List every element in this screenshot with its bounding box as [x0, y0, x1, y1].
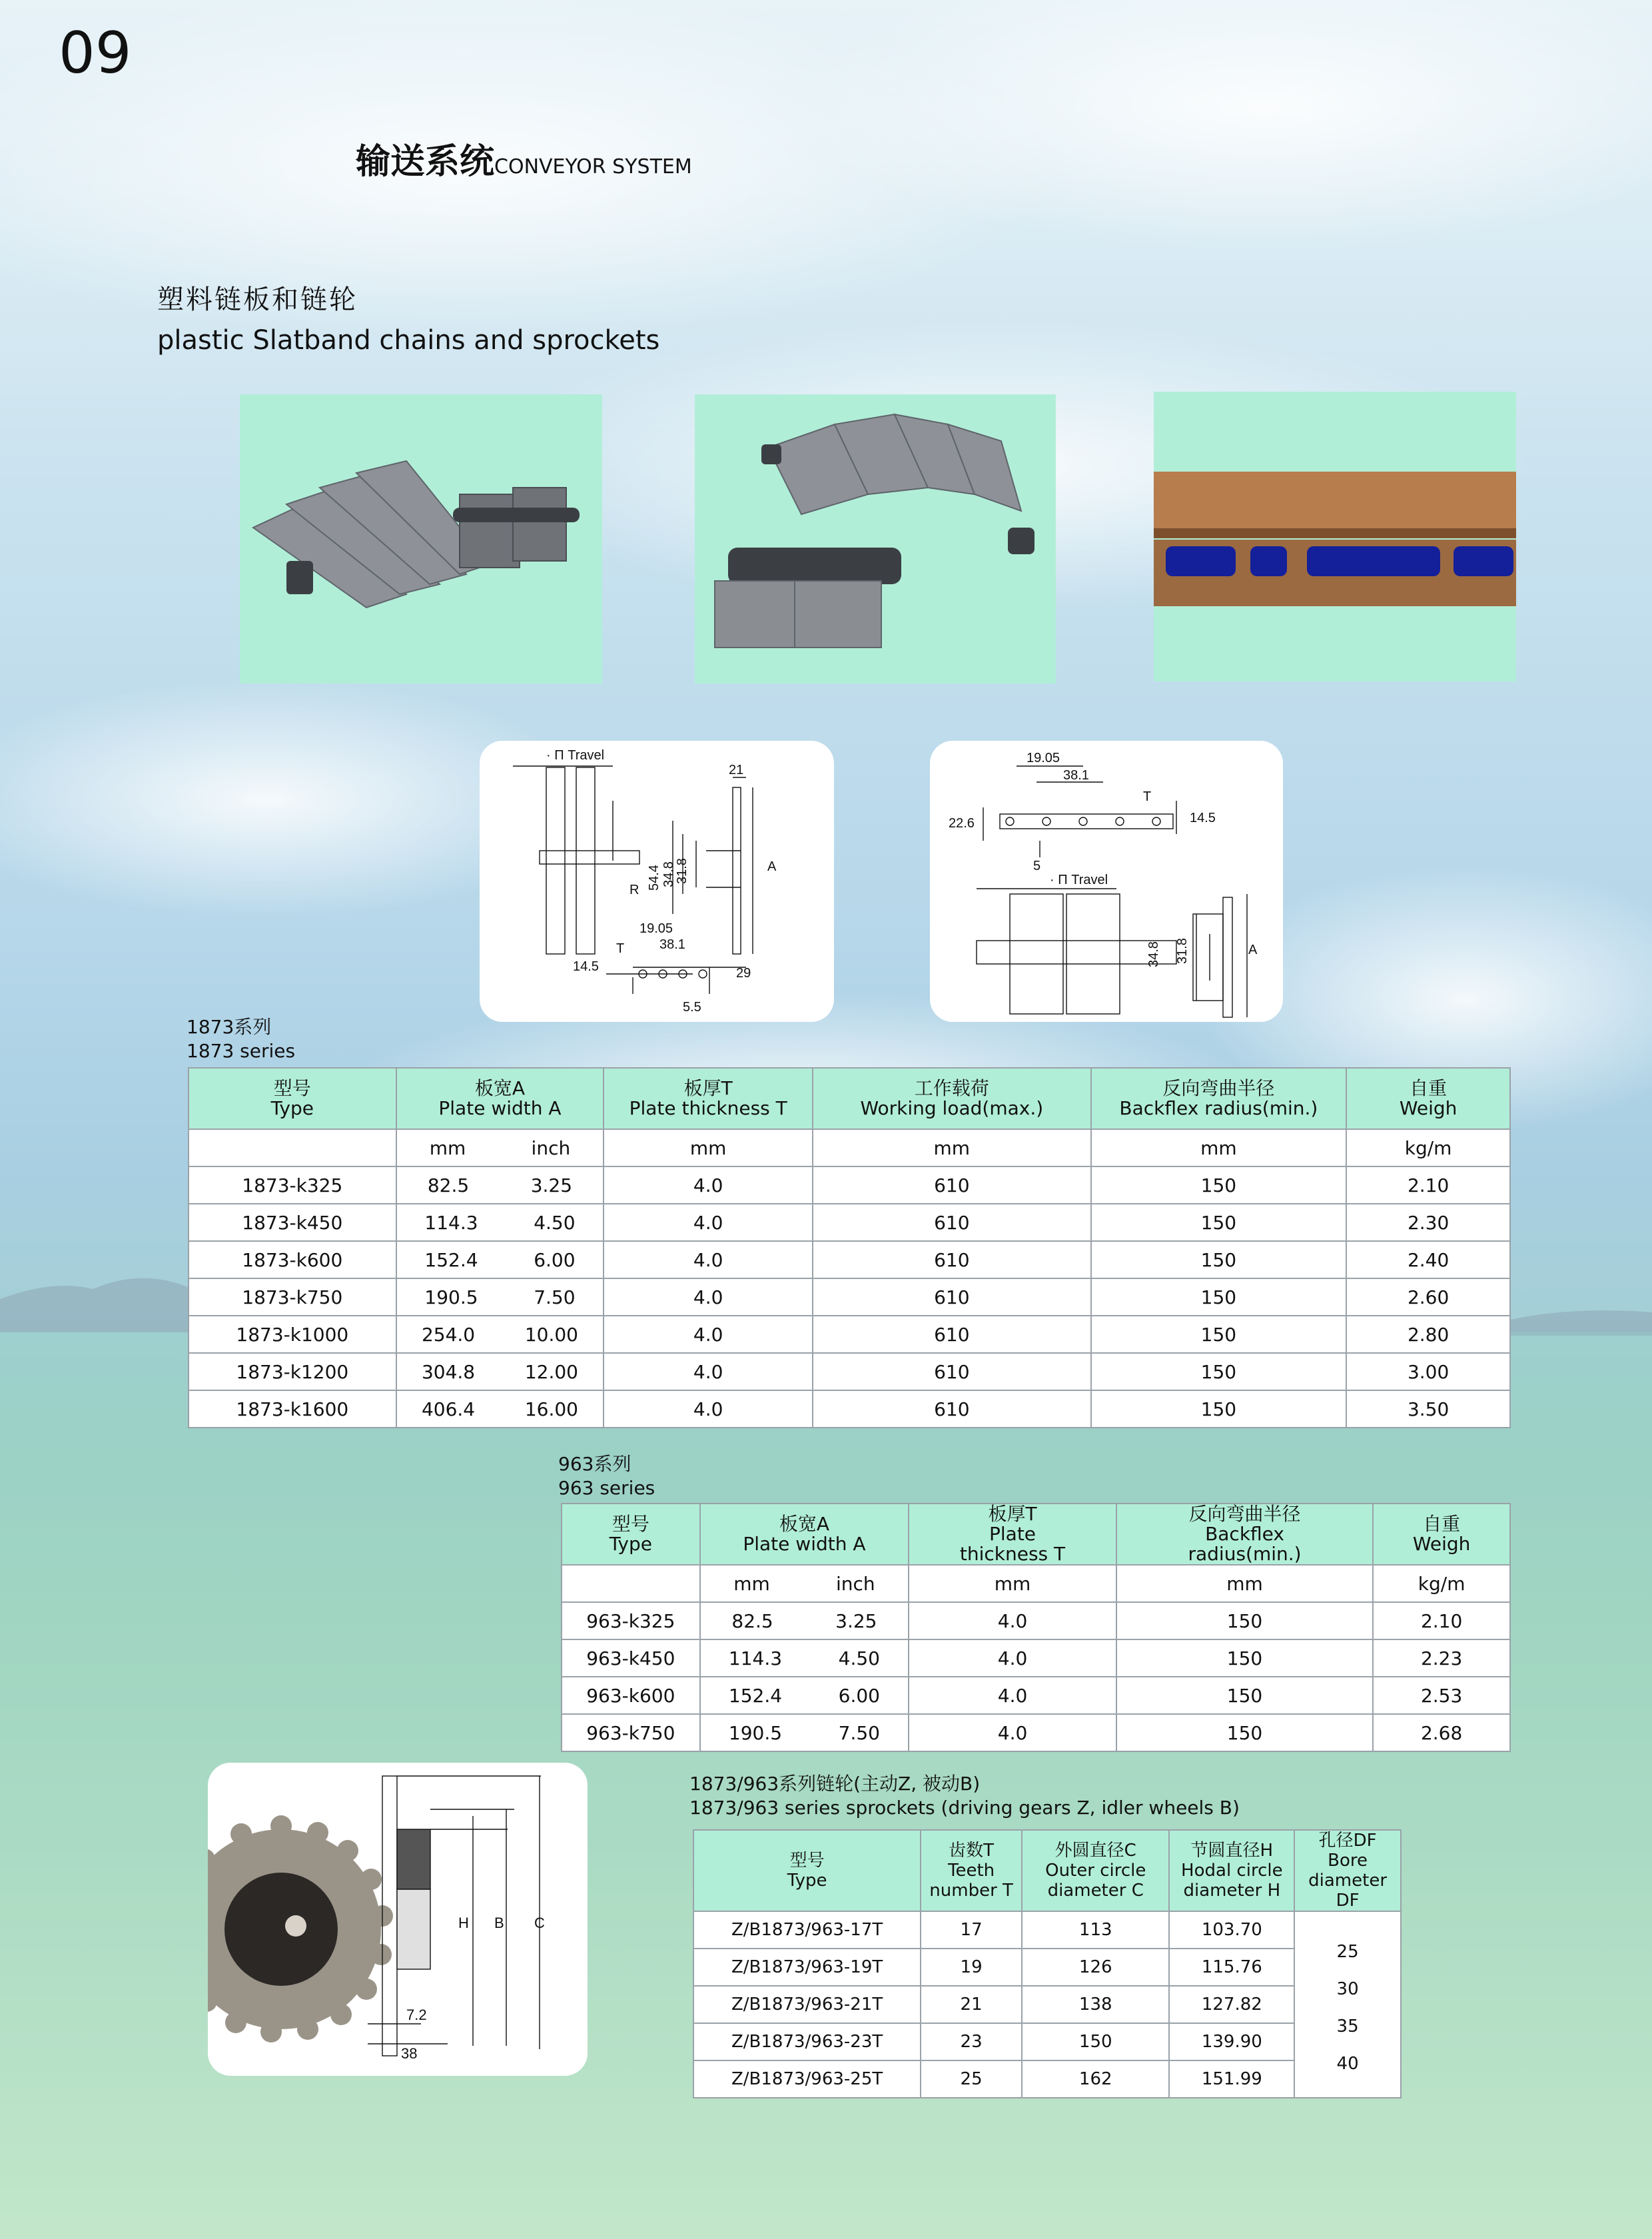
stainless-slat-chain-sideflex-image	[695, 394, 1056, 683]
diagram2-dim-348: 34.8	[1146, 941, 1161, 967]
header-hodal-diameter: 节圆直径H Hodal circle diameter H	[1169, 1830, 1294, 1911]
header-working-load: 工作载荷 Working load(max.)	[813, 1068, 1091, 1129]
diagram-2-drawing	[930, 741, 1283, 1022]
table-row: 1873-k325 82.5 3.25 4.0 610 150 2.10	[189, 1166, 1510, 1204]
bore-values-cell: 25 30 35 40	[1294, 1911, 1401, 2098]
series-963-label-en: 963 series	[558, 1477, 655, 1499]
diagram1-dim-54: 54.4	[647, 865, 661, 891]
sprocket-table	[693, 1829, 1402, 2098]
chain-photo-3	[1154, 392, 1516, 681]
series-1873-table	[188, 1067, 1511, 1428]
header-plate-width: 板宽A Plate width A	[700, 1504, 909, 1565]
sprocket-dim-c: C	[534, 1915, 545, 1931]
sprocket-dim-38: 38	[401, 2045, 418, 2062]
diagram1-dim-55: 5.5	[683, 1000, 701, 1015]
header-plate-thickness: 板厚T Plate thickness T	[604, 1068, 813, 1129]
section-title-en: plastic Slatband chains and sprockets	[157, 325, 660, 356]
diagram1-dim-t: T	[616, 941, 625, 956]
header-type: 型号 Type	[562, 1504, 700, 1565]
header-type: 型号 Type	[693, 1830, 921, 1911]
table-row: Z/B1873/963-23T 23 150 139.90	[693, 2023, 1401, 2060]
diagram2-dim-1905: 19.05	[1027, 751, 1060, 765]
diagram1-travel-label: · Π Travel	[546, 748, 605, 763]
diagram2-dim-381: 38.1	[1063, 768, 1089, 783]
section-title-cn: 塑料链板和链轮	[157, 284, 358, 315]
table-row: 1873-k600 152.4 6.00 4.0 610 150 2.40	[189, 1241, 1510, 1278]
diagram1-dim-r: R	[629, 883, 639, 897]
sprocket-dim-b: B	[494, 1915, 504, 1931]
diagram1-dim-29: 29	[736, 966, 751, 981]
series-963-label	[558, 1452, 655, 1500]
chain-dimension-diagram-1	[480, 741, 834, 1022]
sprocket-diagram	[208, 1763, 588, 2076]
page-number: 09	[59, 20, 132, 87]
diagram1-dim-1905: 19.05	[639, 921, 673, 936]
table-row: 1873-k1200 304.8 12.00 4.0 610 150 3.00	[189, 1353, 1510, 1390]
table-row: 963-k325 82.5 3.25 4.0 150 2.10	[562, 1602, 1510, 1639]
header-type: 型号 Type	[189, 1068, 396, 1129]
header-weight: 自重 Weigh	[1373, 1504, 1510, 1565]
diagram2-dim-145: 14.5	[1190, 811, 1216, 825]
table-row: Z/B1873/963-17T 17 113 103.70 25 30 35 40	[693, 1911, 1401, 1949]
diagram1-dim-348: 34.8	[661, 861, 676, 887]
header-weight: 自重 Weigh	[1346, 1068, 1510, 1129]
header-backflex-radius: 反向弯曲半径 Backflex radius(min.)	[1091, 1068, 1347, 1129]
page-title-cn: 输送系统	[356, 142, 495, 182]
diagram1-dim-a: A	[767, 859, 777, 874]
header-plate-width: 板宽A Plate width A	[396, 1068, 604, 1129]
diagram1-dim-21: 21	[729, 763, 744, 777]
page-title-en: CONVEYOR SYSTEM	[494, 155, 692, 179]
plastic-belt-blue-insert-image	[1154, 392, 1516, 681]
diagram-1-drawing	[480, 741, 834, 1022]
diagram2-travel-label: · Π Travel	[1050, 873, 1108, 887]
sprocket-dim-72: 7.2	[406, 2007, 427, 2023]
table-row: 963-k750 190.5 7.50 4.0 150 2.68	[562, 1714, 1510, 1751]
sprocket-label-en: 1873/963 series sprockets (driving gears Z, idler wheels B)	[689, 1797, 1240, 1819]
sprocket-label-cn: 1873/963系列链轮(主动Z, 被动B)	[689, 1773, 981, 1795]
diagram2-dim-318: 31.8	[1175, 938, 1190, 964]
diagram2-dim-226: 22.6	[949, 816, 975, 831]
sprocket-dim-h: H	[458, 1915, 469, 1931]
diagram2-dim-5: 5	[1033, 859, 1041, 873]
chain-photo-2	[695, 394, 1056, 683]
diagram2-dim-a: A	[1248, 943, 1258, 957]
table-row: Z/B1873/963-25T 25 162 151.99	[693, 2060, 1401, 2098]
series-1873-header-row	[189, 1068, 1510, 1129]
chain-dimension-diagram-2	[930, 741, 1283, 1022]
table-row: Z/B1873/963-21T 21 138 127.82	[693, 1986, 1401, 2023]
series-963-label-cn: 963系列	[558, 1453, 631, 1475]
table-row: 1873-k450 114.3 4.50 4.0 610 150 2.30	[189, 1204, 1510, 1241]
diagram2-dim-t: T	[1143, 789, 1152, 804]
sprocket-table-label	[689, 1772, 1240, 1820]
table-row: 1873-k750 190.5 7.50 4.0 610 150 2.60	[189, 1278, 1510, 1316]
header-outer-diameter: 外圆直径C Outer circle diameter C	[1022, 1830, 1170, 1911]
header-plate-thickness: 板厚T Plate thickness T	[909, 1504, 1116, 1565]
series-1873-label-cn: 1873系列	[187, 1016, 272, 1038]
series-1873-label-en: 1873 series	[187, 1040, 296, 1062]
header-bore-diameter: 孔径DF Bore diameter DF	[1294, 1830, 1401, 1911]
page-title	[356, 133, 692, 183]
units-row: mm inch mm mm mm kg/m	[189, 1129, 1510, 1166]
header-teeth: 齿数T Teeth number T	[921, 1830, 1022, 1911]
stainless-slat-chain-fan-image	[240, 394, 602, 683]
table-row: 963-k600 152.4 6.00 4.0 150 2.53	[562, 1677, 1510, 1714]
sprocket-drawing	[208, 1763, 588, 2076]
units-row: mm inch mm mm kg/m	[562, 1565, 1510, 1602]
diagram1-dim-145: 14.5	[573, 959, 599, 974]
table-row: Z/B1873/963-19T 19 126 115.76	[693, 1949, 1401, 1986]
header-backflex-radius: 反向弯曲半径 Backflex radius(min.)	[1116, 1504, 1373, 1565]
diagram1-dim-381: 38.1	[659, 937, 685, 952]
series-1873-label	[187, 1015, 295, 1063]
diagram1-dim-318: 31.8	[675, 858, 689, 884]
chain-photo-1	[240, 394, 602, 683]
sprocket-header-row	[693, 1830, 1401, 1911]
series-963-header-row	[562, 1504, 1510, 1565]
table-row: 1873-k1600 406.4 16.00 4.0 610 150 3.50	[189, 1390, 1510, 1428]
series-963-table	[561, 1503, 1511, 1752]
table-row: 963-k450 114.3 4.50 4.0 150 2.23	[562, 1639, 1510, 1677]
table-row: 1873-k1000 254.0 10.00 4.0 610 150 2.80	[189, 1316, 1510, 1353]
